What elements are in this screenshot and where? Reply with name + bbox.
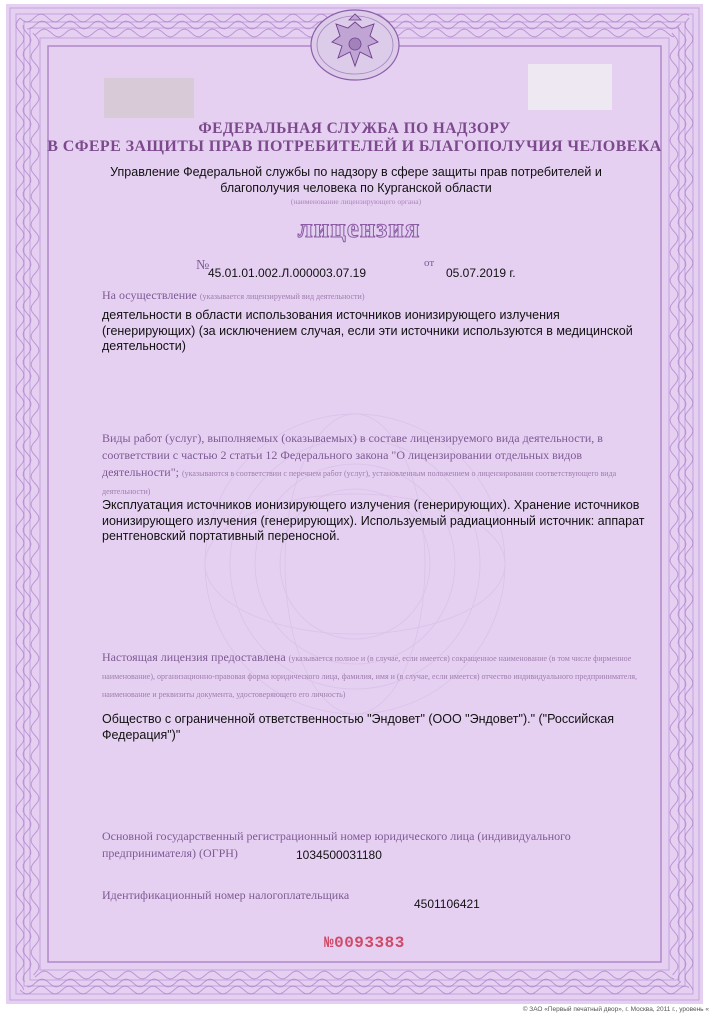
licensing-authority-hint: (наименование лицензирующего органа) xyxy=(290,197,422,206)
licensee-label: Настоящая лицензия предоставлена xyxy=(102,650,286,664)
license-date-label: от xyxy=(424,257,435,269)
form-serial-number: №0093383 xyxy=(324,934,405,952)
activity-block xyxy=(102,287,642,305)
agency-line-2: В СФЕРЕ ЗАЩИТЫ ПРАВ ПОТРЕБИТЕЛЕЙ И БЛАГОПОЛУЧИЯ ЧЕЛОВЕКА xyxy=(47,138,662,155)
inn-value: 4501106421 xyxy=(414,897,480,911)
printer-imprint: © ЗАО «Первый печатный двор», г. Москва, 2011 г., уровень « xyxy=(522,1006,709,1013)
license-number: 45.01.01.002.Л.000003.07.19 xyxy=(208,266,367,280)
license-sheet xyxy=(6,4,703,1004)
works-hint: (указываются в соответствии с перечнем работ (услуг), установленным положением о лицензировании соответствующего вида деятельности) xyxy=(102,469,617,496)
blank-pad-right xyxy=(528,64,612,110)
blank-pad-left xyxy=(104,78,194,118)
licensing-authority-name: Управление Федеральной службы по надзору в сфере защиты прав потребителей и благополучия человека по Курганской области xyxy=(110,165,602,195)
ogrn-label: Основной государственный регистрационный номер юридического лица (индивидуального предпринимателя) (ОГРН) xyxy=(102,829,571,860)
document-title: лицензия xyxy=(297,213,421,243)
works-text: Эксплуатация источников ионизирующего излучения (генерирующих). Хранение источников ионизирующего излучения (генерирующих). Используемый радиационный источник: аппарат рентгеновский портативный переносной. xyxy=(102,498,645,543)
works-label: Виды работ (услуг), выполняемых (оказываемых) в составе лицензируемого вида деятельности, в соответствии с частью 2 статьи 12 Федерального закона "О лицензировании отдельных видов деятельности"; xyxy=(102,431,603,479)
license-date: 05.07.2019 г. xyxy=(446,266,516,280)
ogrn-value: 1034500031180 xyxy=(296,848,382,862)
coat-of-arms-emblem xyxy=(308,8,402,82)
activity-text: деятельности в области использования источников ионизирующего излучения (генерирующих) (за исключением случая, если эти источники используются в медицинской деятельности) xyxy=(102,308,633,353)
licensee-text: Общество с ограниченной ответственностью "Эндовет" (ООО "Эндовет")." ("Российская Федерация")" xyxy=(102,712,615,742)
activity-hint: (указывается лицензируемый вид деятельности) xyxy=(199,292,365,301)
licensee-block xyxy=(102,649,662,703)
works-block xyxy=(102,430,652,500)
activity-label: На осуществление xyxy=(102,288,197,302)
agency-line-1: ФЕДЕРАЛЬНАЯ СЛУЖБА ПО НАДЗОРУ xyxy=(198,120,511,137)
licensee-hint: (указывается полное и (в случае, если имеется) сокращенное наименование (в том числе фирменное наименование), организационно-правовая форма юридического лица, фамилия, имя и (в случае, если имеется) отчество индивидуального предпринимателя, наименование и реквизиты документа, удостоверяющего его личность) xyxy=(102,654,638,699)
license-number-label: № xyxy=(196,258,210,273)
inn-label: Идентификационный номер налогоплательщика xyxy=(102,888,350,902)
